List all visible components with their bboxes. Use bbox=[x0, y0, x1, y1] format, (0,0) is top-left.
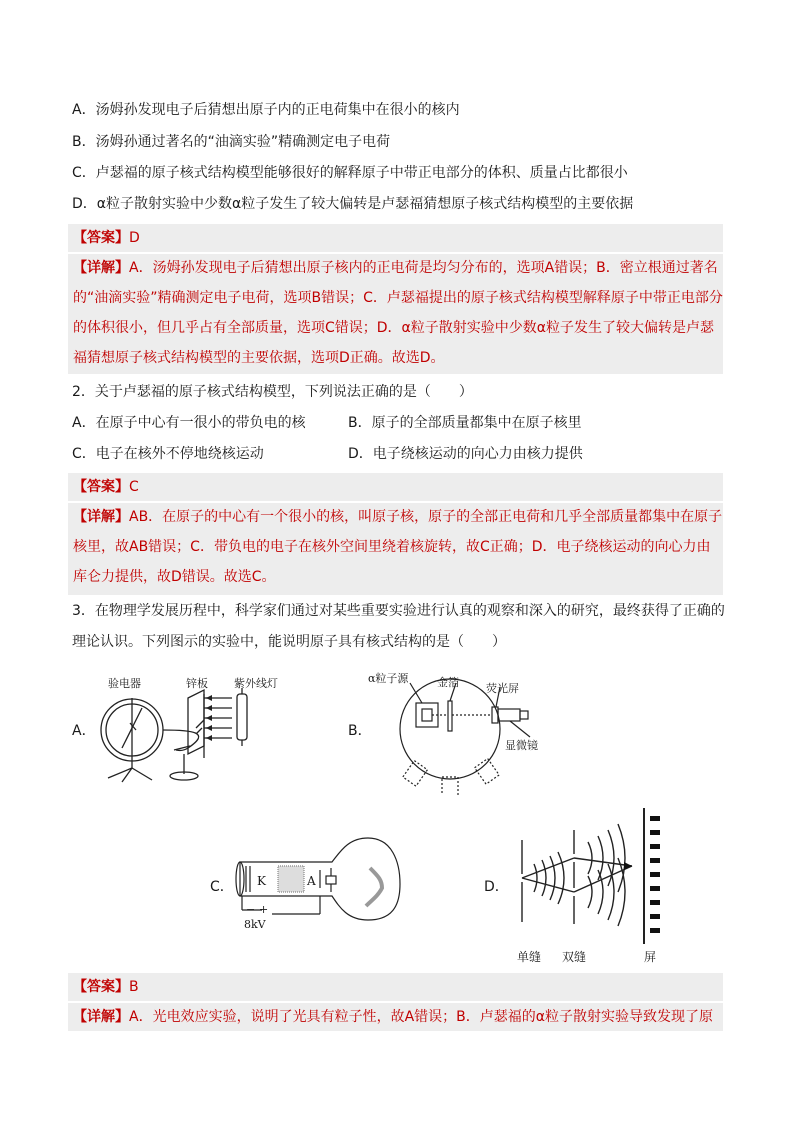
label-alpha-source: α粒子源 bbox=[368, 672, 409, 685]
q1-detail-line-1: A．汤姆孙发现电子后猜想出原子核内的正电荷是均匀分布的，选项A错误；B．密立根通过著名 bbox=[129, 260, 718, 276]
label-plus: + bbox=[259, 903, 269, 916]
detail-tag: 【详解】 bbox=[73, 509, 129, 525]
q1-option-c: C．卢瑟福的原子核式结构模型能够很好的解释原子中带正电部分的体积、质量占比都很小 bbox=[72, 165, 628, 181]
label-zinc-plate: 锌板 bbox=[186, 677, 208, 690]
label-electroscope: 验电器 bbox=[108, 677, 141, 690]
answer-tag: 【答案】 bbox=[73, 979, 129, 995]
q2-detail-block bbox=[68, 503, 723, 595]
q1-answer-block bbox=[68, 224, 723, 252]
q1-option-b: B．汤姆孙通过著名的“油滴实验”精确测定电子电荷 bbox=[72, 134, 391, 150]
q1-option-a: A．汤姆孙发现电子后猜想出原子内的正电荷集中在很小的核内 bbox=[72, 102, 460, 118]
q3-detail-line-1: A．光电效应实验，说明了光具有粒子性，故A错误；B．卢瑟福的α粒子散射实验导致发现了原 bbox=[129, 1009, 713, 1025]
detail-tag: 【详解】 bbox=[73, 1009, 129, 1025]
label-double-slit: 双缝 bbox=[562, 950, 587, 964]
answer-tag: 【答案】 bbox=[73, 479, 129, 495]
label-voltage: 8kV bbox=[244, 918, 266, 931]
label-uv-lamp: 紫外线灯 bbox=[234, 677, 278, 690]
q3-answer: B bbox=[129, 979, 139, 995]
q1-detail-line-2: 的“油滴实验”精确测定电子电荷，选项B错误；C．卢瑟福提出的原子核式结构模型解释原子中带正电部分 bbox=[73, 290, 723, 306]
q1-answer: D bbox=[129, 230, 140, 246]
label-gold-foil: 金箔 bbox=[437, 676, 459, 689]
q2-stem: 2．关于卢瑟福的原子核式结构模型，下列说法正确的是（ ） bbox=[72, 384, 473, 400]
answer-tag: 【答案】 bbox=[73, 230, 129, 246]
q2-detail-line-2: 核里，故AB错误；C．带负电的电子在核外空间里绕着核旋转，故C正确；D．电子绕核运动的向心力由 bbox=[73, 539, 711, 555]
q1-detail-line-4: 福猜想原子核式结构模型的主要依据，选项D正确。故选D。 bbox=[73, 350, 445, 366]
q2-option-a: A．在原子中心有一很小的带负电的核 bbox=[72, 415, 306, 431]
label-anode-a: A bbox=[307, 874, 316, 888]
label-minus: − bbox=[246, 903, 256, 916]
q2-option-b: B．原子的全部质量都集中在原子核里 bbox=[348, 415, 582, 431]
q2-detail-line-3: 库仑力提供，故D错误。故选C。 bbox=[73, 569, 276, 585]
q3-stem-line-2: 理论认识。下列图示的实验中，能说明原子具有核式结构的是（ ） bbox=[72, 634, 506, 650]
q3-stem-line-1: 3．在物理学发展历程中，科学家们通过对某些重要实验进行认真的观察和深入的研究，最终获得了正确的 bbox=[72, 603, 725, 619]
q3-detail-block bbox=[68, 1003, 723, 1031]
q2-detail-line-1: AB．在原子的中心有一个很小的核，叫原子核，原子的全部正电荷和几乎全部质量都集中在原子 bbox=[129, 509, 723, 525]
fig-d-option-label: D． bbox=[484, 879, 509, 895]
q2-option-d: D．电子绕核运动的向心力由核力提供 bbox=[348, 446, 583, 462]
q2-answer-block bbox=[68, 473, 723, 501]
q2-answer: C bbox=[129, 479, 139, 495]
label-fluorescent-screen: 荧光屏 bbox=[486, 682, 519, 695]
label-single-slit: 单缝 bbox=[517, 950, 542, 964]
fig-d-double-slit-diagram bbox=[512, 806, 672, 946]
q1-detail-block bbox=[68, 254, 723, 374]
label-cathode-k: K bbox=[257, 874, 266, 888]
detail-tag: 【详解】 bbox=[73, 260, 129, 276]
label-microscope: 显微镜 bbox=[505, 739, 538, 752]
q1-detail-line-3: 的体积很小，但几乎占有全部质量，选项C错误；D．α粒子散射实验中少数α粒子发生了较大偏转是卢瑟 bbox=[73, 320, 715, 336]
q2-option-c: C．电子在核外不停地绕核运动 bbox=[72, 446, 264, 462]
fig-b-option-label: B． bbox=[348, 723, 372, 739]
fig-c-option-label: C． bbox=[210, 879, 234, 895]
q1-option-d: D．α粒子散射实验中少数α粒子发生了较大偏转是卢瑟福猜想原子核式结构模型的主要依据 bbox=[72, 196, 634, 212]
label-screen: 屏 bbox=[644, 950, 657, 964]
q3-answer-block bbox=[68, 973, 723, 1001]
fig-a-option-label: A． bbox=[72, 723, 96, 739]
